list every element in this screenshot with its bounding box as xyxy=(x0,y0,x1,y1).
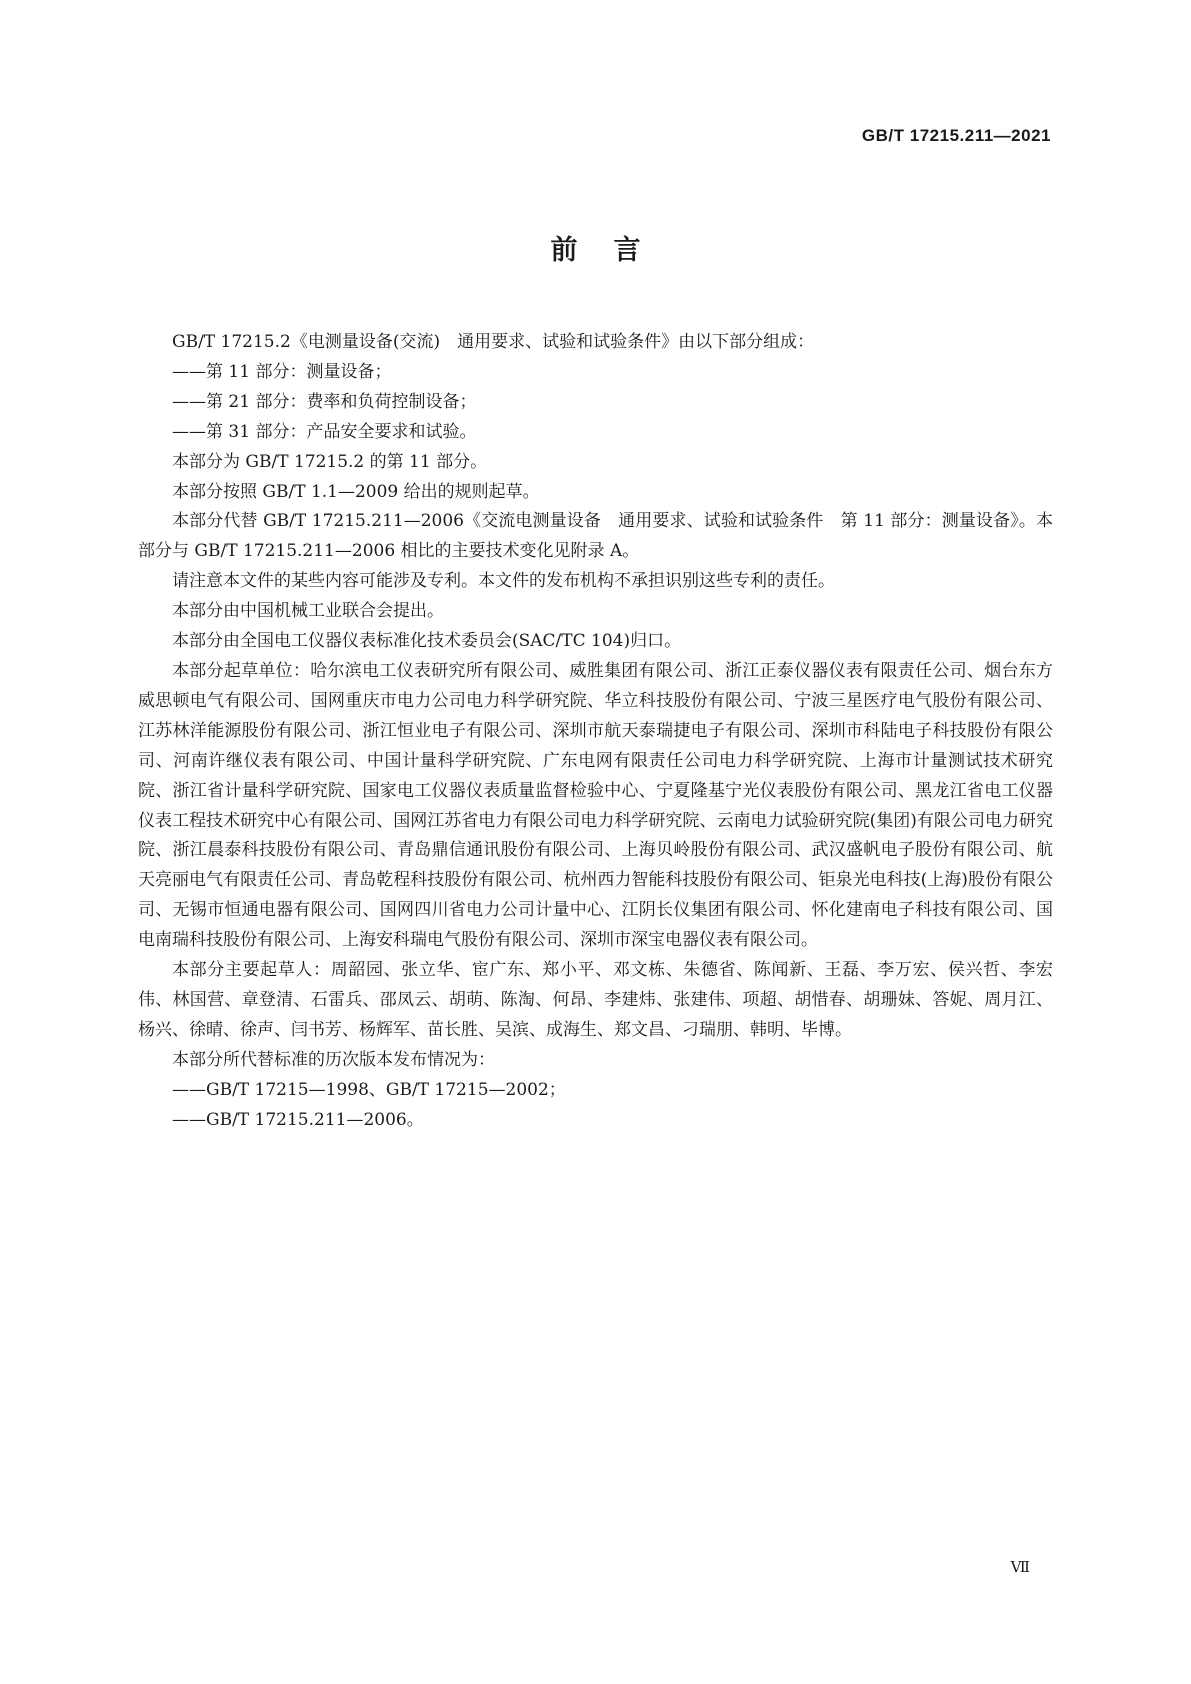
paragraph-patent-notice: 请注意本文件的某些内容可能涉及专利。本文件的发布机构不承担识别这些专利的责任。 xyxy=(172,571,835,592)
list-item-version-1: ——GB/T 17215—1998、GB/T 17215—2002； xyxy=(172,1079,566,1100)
paragraph-version-history: 本部分所代替标准的历次版本发布情况为： xyxy=(172,1049,495,1070)
list-item-version-2: ——GB/T 17215.211—2006。 xyxy=(172,1109,424,1130)
paragraph-drafting-rules: 本部分按照 GB/T 1.1—2009 给出的规则起草。 xyxy=(172,481,540,502)
paragraph-centralized-by: 本部分由全国电工仪器仪表标准化技术委员会(SAC/TC 104)归口。 xyxy=(172,631,682,652)
standard-number: GB/T 17215.211—2021 xyxy=(861,126,1051,145)
foreword-body xyxy=(138,328,1053,1135)
list-item-part-31: ——第 31 部分：产品安全要求和试验。 xyxy=(172,421,477,442)
paragraph-drafting-organizations: 本部分起草单位：哈尔滨电工仪表研究所有限公司、威胜集团有限公司、浙江正泰仪器仪表有限责任公司、烟台东方威思顿电气有限公司、国网重庆市电力公司电力科学研究院、华立科技股份有限公司、宁波三星医疗电气股份有限公司、江苏林洋能源股份有限公司、浙江恒业电子有限公司、深圳市航天泰瑞捷电子有限公司、深圳市科陆电子科技股份有限公司、河南许继仪表有限公司、中国计量科学研究院、广东电网有限责任公司电力科学研究院、上海市计量测试技术研究院、浙江省计量科学研究院、国家电工仪器仪表质量监督检验中心、宁夏隆基宁光仪表股份有限公司、黑龙江省电工仪器仪表工程技术研究中心有限公司、国网江苏省电力有限公司电力科学研究院、云南电力试验研究院(集团)有限公司电力研究院、浙江晨泰科技股份有限公司、青岛鼎信通讯股份有限公司、上海贝岭股份有限公司、武汉盛帆电子股份有限公司、航天亮丽电气有限责任公司、青岛乾程科技股份有限公司、杭州西力智能科技股份有限公司、钜泉光电科技(上海)股份有限公司、无锡市恒通电器有限公司、国网四川省电力公司计量中心、江阴长仪集团有限公司、怀化建南电子科技有限公司、国电南瑞科技股份有限公司、上海安科瑞电气股份有限公司、深圳市深宝电器仪表有限公司。 xyxy=(138,660,1053,951)
paragraph-proposed-by: 本部分由中国机械工业联合会提出。 xyxy=(172,601,444,622)
paragraph-drafters: 本部分主要起草人：周韶园、张立华、宦广东、郑小平、邓文栋、朱德省、陈闻新、王磊、李万宏、侯兴哲、李宏伟、林国营、章登清、石雷兵、邵凤云、胡萌、陈淘、何昂、李建炜、张建伟、项超、胡惜春、胡珊妹、答妮、周月江、杨兴、徐晴、徐声、闫书芳、杨辉军、苗长胜、吴滨、成海生、郑文昌、刁瑞朋、韩明、毕博。 xyxy=(138,960,1053,1040)
paragraph-part-number: 本部分为 GB/T 17215.2 的第 11 部分。 xyxy=(172,451,488,472)
list-item-part-21: ——第 21 部分：费率和负荷控制设备； xyxy=(172,391,477,412)
list-item-part-11: ——第 11 部分：测量设备； xyxy=(172,361,392,382)
paragraph-replacement: 本部分代替 GB/T 17215.211—2006《交流电测量设备 通用要求、试验和试验条件 第 11 部分：测量设备》。本部分与 GB/T 17215.211—2006 相比的主要技术变化见附录 A。 xyxy=(138,511,1053,562)
page-title: 前言 xyxy=(550,235,677,266)
paragraph-parts-overview: GB/T 17215.2《电测量设备(交流) 通用要求、试验和试验条件》由以下部分组成： xyxy=(172,332,815,352)
page-number: Ⅶ xyxy=(1010,1560,1029,1576)
